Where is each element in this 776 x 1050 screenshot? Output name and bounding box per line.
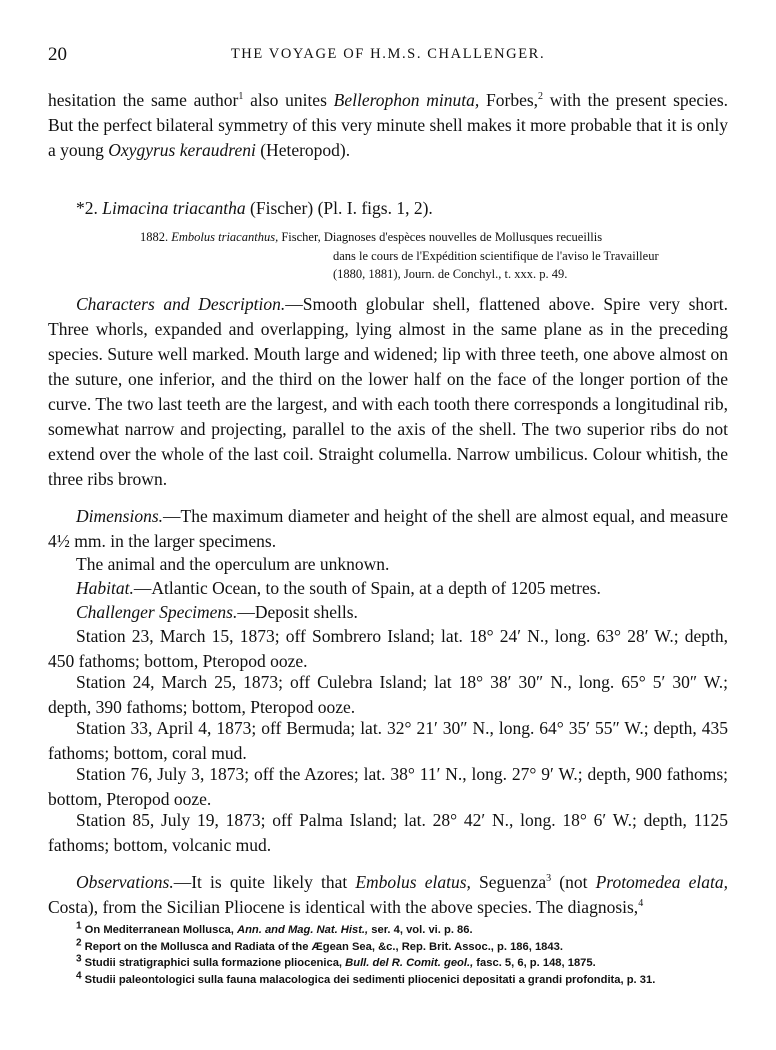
footnote: $^3$ Studii stratigraphici sulla formazione pliocenica, Bull. del R. Comit. geol., fasc. 5, 6, p. 148, 1875. (76, 953, 596, 969)
observations-paragraph: Observations.—It is quite likely that Embolus elatus, Seguenza$^3$ (not Protomedea elata, Costa), from the Sicilian Pliocene is identical with the above species. The diagnosis,$^4$ (48, 872, 728, 917)
dimensions-paragraph: Dimensions.—The maximum diameter and height of the shell are almost equal, and measure 4½ mm. in the larger specimens. (48, 506, 728, 551)
synonymy-reference: 1882. Embolus triacanthus, Fischer, Diagnoses d'espèces nouvelles de Mollusques recueillis dans le cours de l'Expédition scientifique de l'aviso le Travailleur (1880, 1881), Journ. de Conchyl., t. xxx. p. 49. (140, 230, 659, 281)
characters-paragraph: Characters and Description.—Smooth globular shell, flattened above. Spire very short. Three whorls, expanded and overlapping, lying almost in the same plane as in the preceding species. Suture well marked. Mouth large and widened; lip with three teeth, one above almost on the suture, one inferior, and the third on the lower half on the face of the longer portion of the curve. The two last teeth are the largest, and with each tooth there corresponds a longitudinal rib, somewhat narrow and projecting, parallel to the axis of the shell. The two superior ribs do not extend over the whole of the last coil. Straight columella. Narrow umbilicus. Colour whitish, the three ribs brown. (48, 294, 728, 489)
footnote: $^2$ Report on the Mollusca and Radiata of the Ægean Sea, &c., Rep. Brit. Assoc., p. 186, 1843. (76, 936, 563, 953)
specimens-paragraph: Challenger Specimens.—Deposit shells. (76, 602, 358, 622)
page-header (48, 44, 728, 66)
station-entry: Station 24, March 25, 1873; off Culebra Island; lat 18° 38′ 30″ N., long. 65° 5′ 30″ W.; depth, 390 fathoms; bottom, Pteropod ooze. (48, 672, 728, 717)
station-entry: Station 23, March 15, 1873; off Sombrero Island; lat. 18° 24′ N., long. 63° 28′ W.; depth, 450 fathoms; bottom, Pteropod ooze. (48, 626, 728, 671)
footnote: $^1$ On Mediterranean Mollusca, Ann. and Mag. Nat. Hist., ser. 4, vol. vi. p. 86. (76, 920, 473, 936)
species-heading: *2. Limacina triacantha (Fischer) (Pl. I. figs. 1, 2). (76, 198, 433, 218)
page-number: 20 (48, 44, 67, 65)
station-entry: Station 76, July 3, 1873; off the Azores; lat. 38° 11′ N., long. 27° 9′ W.; depth, 900 fathoms; bottom, Pteropod ooze. (48, 764, 728, 809)
animal-paragraph: The animal and the operculum are unknown. (76, 554, 390, 574)
footnotes (76, 922, 728, 988)
intro-paragraph: hesitation the same author$^1$ also unites Bellerophon minuta, Forbes,$^2$ with the present species. But the perfect bilateral symmetry of this very minute shell makes it more probable that it is only a young Oxygyrus keraudreni (Heteropod). (48, 90, 728, 160)
habitat-paragraph: Habitat.—Atlantic Ocean, to the south of Spain, at a depth of 1205 metres. (76, 578, 601, 598)
footnote: $^4$ Studii paleontologici sulla fauna malacologica dei sedimenti pliocenici depositati a grandi profondita, p. 31. (76, 969, 656, 986)
running-title: THE VOYAGE OF H.M.S. CHALLENGER. (230, 46, 546, 62)
station-entry: Station 85, July 19, 1873; off Palma Island; lat. 28° 42′ N., long. 18° 6′ W.; depth, 1125 fathoms; bottom, volcanic mud. (48, 810, 728, 855)
station-entry: Station 33, April 4, 1873; off Bermuda; lat. 32° 21′ 30″ N., long. 64° 35′ 55″ W.; depth, 435 fathoms; bottom, coral mud. (48, 718, 728, 763)
